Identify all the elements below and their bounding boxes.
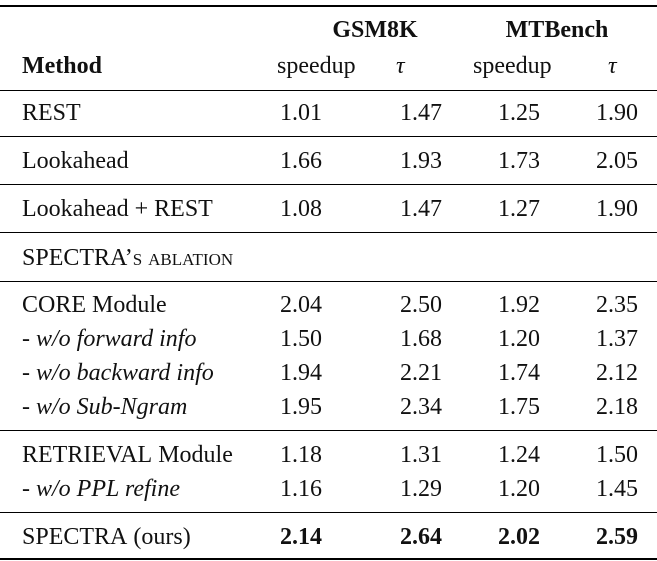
bottom-rule [0, 558, 657, 560]
row-gsm8k-speedup: 1.18 [280, 442, 322, 468]
method-prefix: SPECTRA [22, 524, 128, 550]
row-method: Lookahead + REST [22, 196, 213, 222]
row-method [22, 291, 167, 319]
row-gsm8k-speedup: 2.14 [280, 524, 322, 550]
gsm8k-group-header: GSM8K [332, 17, 418, 43]
row-method: Lookahead [22, 148, 129, 174]
row-mtbench-tau: 2.35 [596, 292, 638, 318]
gsm8k-speedup-header: speedup [277, 53, 356, 79]
row-method [22, 523, 191, 551]
method-prefix: CORE [22, 292, 87, 318]
row-mtbench-speedup: 1.92 [498, 292, 540, 318]
mtbench-tau-header: τ [608, 53, 617, 79]
row-gsm8k-speedup: 1.01 [280, 100, 322, 126]
row-mtbench-speedup: 1.73 [498, 148, 540, 174]
row-mtbench-tau: 1.45 [596, 476, 638, 502]
row-method: - w/o PPL refine [22, 476, 180, 502]
row-mtbench-speedup: 1.27 [498, 196, 540, 222]
row-mtbench-tau: 1.90 [596, 196, 638, 222]
method-suffix: (ours) [133, 524, 191, 550]
mtbench-speedup-header: speedup [473, 53, 552, 79]
row-gsm8k-speedup: 1.66 [280, 148, 322, 174]
row-mtbench-tau: 1.50 [596, 442, 638, 468]
row-method: - w/o forward info [22, 326, 197, 352]
row-gsm8k-speedup: 1.16 [280, 476, 322, 502]
row-gsm8k-speedup: 1.08 [280, 196, 322, 222]
method-prefix: RETRIEVAL [22, 442, 153, 468]
row-gsm8k-speedup: 1.95 [280, 394, 322, 420]
row-mtbench-speedup: 1.20 [498, 326, 540, 352]
top-rule [0, 5, 657, 7]
method-header: Method [22, 53, 102, 79]
row-gsm8k-tau: 2.64 [400, 524, 442, 550]
mtbench-group-header: MTBench [505, 17, 609, 43]
row-mtbench-speedup: 1.74 [498, 360, 540, 386]
row-divider [0, 136, 657, 137]
row-mtbench-tau: 1.37 [596, 326, 638, 352]
row-method: - w/o backward info [22, 360, 214, 386]
row-divider [0, 232, 657, 233]
row-method [22, 441, 233, 469]
row-mtbench-speedup: 1.25 [498, 100, 540, 126]
group-divider [0, 430, 657, 431]
section-divider [0, 281, 657, 282]
row-gsm8k-tau: 2.50 [400, 292, 442, 318]
row-mtbench-speedup: 1.20 [498, 476, 540, 502]
row-mtbench-speedup: 1.75 [498, 394, 540, 420]
row-gsm8k-tau: 1.29 [400, 476, 442, 502]
row-gsm8k-speedup: 2.04 [280, 292, 322, 318]
gsm8k-tau-header: τ [396, 53, 405, 79]
row-gsm8k-tau: 1.68 [400, 326, 442, 352]
ablation-section-title: SPECTRA’s ablation [22, 245, 234, 271]
row-mtbench-tau: 2.05 [596, 148, 638, 174]
method-suffix: Module [92, 292, 167, 318]
header-rule [0, 90, 657, 91]
row-gsm8k-tau: 1.47 [400, 196, 442, 222]
row-mtbench-tau: 1.90 [596, 100, 638, 126]
row-mtbench-speedup: 1.24 [498, 442, 540, 468]
row-mtbench-tau: 2.59 [596, 524, 638, 550]
method-suffix: Module [158, 442, 233, 468]
row-mtbench-tau: 2.18 [596, 394, 638, 420]
row-mtbench-speedup: 2.02 [498, 524, 540, 550]
row-gsm8k-tau: 1.93 [400, 148, 442, 174]
row-method: REST [22, 100, 81, 126]
row-mtbench-tau: 2.12 [596, 360, 638, 386]
row-gsm8k-speedup: 1.50 [280, 326, 322, 352]
row-gsm8k-tau: 1.31 [400, 442, 442, 468]
row-method: - w/o Sub-Ngram [22, 394, 188, 420]
row-gsm8k-tau: 1.47 [400, 100, 442, 126]
group-divider [0, 512, 657, 513]
row-divider [0, 184, 657, 185]
row-gsm8k-speedup: 1.94 [280, 360, 322, 386]
row-gsm8k-tau: 2.34 [400, 394, 442, 420]
row-gsm8k-tau: 2.21 [400, 360, 442, 386]
